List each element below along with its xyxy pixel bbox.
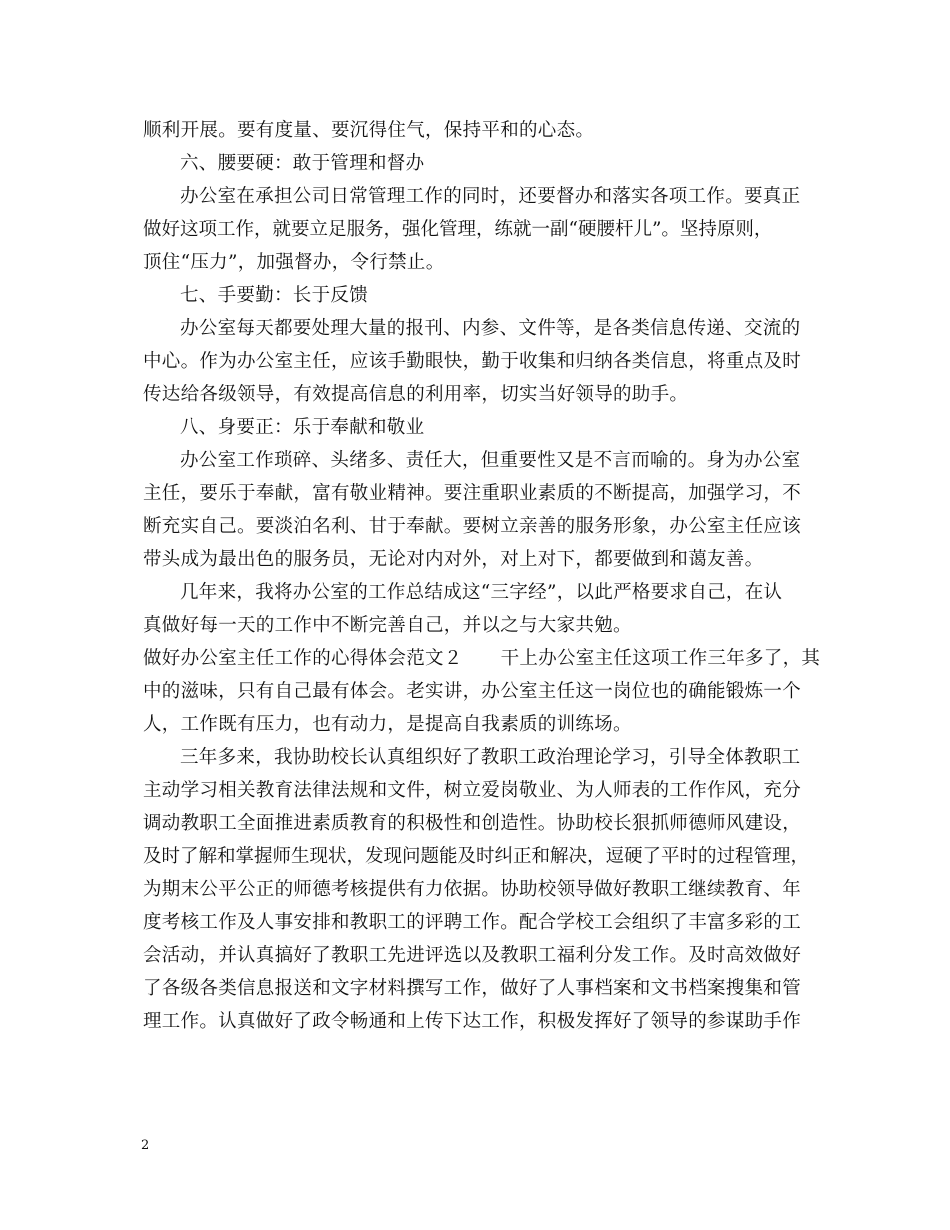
section-heading: 七、手要勤：长于反馈	[180, 285, 369, 306]
text-line: 几年来，我将办公室的工作总结成这“三字经”，以此严格要求自己，在认	[180, 582, 783, 603]
text-line: 中的滋味，只有自己最有体会。老实讲，办公室主任这一岗位也的确能锻炼一个	[143, 681, 802, 702]
text-line: 度考核工作及人事安排和教职工的评聘工作。配合学校工会组织了丰富多彩的工	[143, 912, 802, 933]
heading-line	[143, 642, 821, 675]
page-number: 2	[141, 1138, 150, 1153]
text-line: 办公室每天都要处理大量的报刊、内参、文件等，是各类信息传递、交流的	[180, 318, 801, 339]
text-line: 主任，要乐于奉献，富有敬业精神。要注重职业素质的不断提高，加强学习，不	[143, 483, 802, 504]
text-line: 为期末公平公正的师德考核提供有力依据。协助校领导做好教职工继续教育、年	[143, 879, 802, 900]
text-line: 主动学习相关教育法律法规和文件，树立爱岗敬业、为人师表的工作作风，充分	[143, 780, 802, 801]
text-line: 人，工作既有压力，也有动力，是提高自我素质的训练场。	[143, 714, 632, 735]
article-intro-text: 干上办公室主任这项工作三年多了，其	[500, 648, 821, 669]
text-line: 了各级各类信息报送和文字材料撰写工作，做好了人事档案和文书档案搜集和管	[143, 978, 802, 999]
text-line: 办公室在承担公司日常管理工作的同时，还要督办和落实各项工作。要真正	[180, 186, 801, 207]
text-line: 理工作。认真做好了政令畅通和上传下达工作，积极发挥好了领导的参谋助手作	[143, 1011, 802, 1032]
text-line: 会活动，并认真搞好了教职工先进评选以及教职工福利分发工作。及时高效做好	[143, 945, 802, 966]
text-line: 三年多来，我协助校长认真组织好了教职工政治理论学习，引导全体教职工	[180, 747, 801, 768]
section-heading: 八、身要正：乐于奉献和敬业	[180, 417, 425, 438]
text-line: 传达给各级领导，有效提高信息的利用率，切实当好领导的助手。	[143, 384, 689, 405]
text-line: 顺利开展。要有度量、要沉得住气，保持平和的心态。	[143, 120, 595, 141]
text-line: 办公室工作琐碎、头绪多、责任大，但重要性又是不言而喻的。身为办公室	[180, 450, 801, 471]
article-title: 做好办公室主任工作的心得体会范文２	[143, 648, 463, 669]
text-line: 断充实自己。要淡泊名利、甘于奉献。要树立亲善的服务形象，办公室主任应该	[143, 516, 802, 537]
text-line: 做好这项工作，就要立足服务，强化管理，练就一副“硬腰杆儿”。坚持原则，	[143, 219, 773, 240]
text-line: 调动教职工全面推进素质教育的积极性和创造性。协助校长狠抓师德师风建设，	[143, 813, 802, 834]
text-line: 中心。作为办公室主任，应该手勤眼快，勤于收集和归纳各类信息，将重点及时	[143, 351, 802, 372]
document-body	[143, 114, 821, 1038]
section-heading: 六、腰要硬：敢于管理和督办	[180, 153, 425, 174]
text-line: 顶住“压力”，加强督办，令行禁止。	[143, 252, 445, 273]
text-line: 带头成为最出色的服务员，无论对内对外，对上对下，都要做到和蔼友善。	[143, 549, 764, 570]
text-line: 及时了解和掌握师生现状，发现问题能及时纠正和解决，逗硬了平时的过程管理，	[143, 846, 810, 867]
text-line: 真做好每一天的工作中不断完善自己，并以之与大家共勉。	[143, 615, 632, 636]
